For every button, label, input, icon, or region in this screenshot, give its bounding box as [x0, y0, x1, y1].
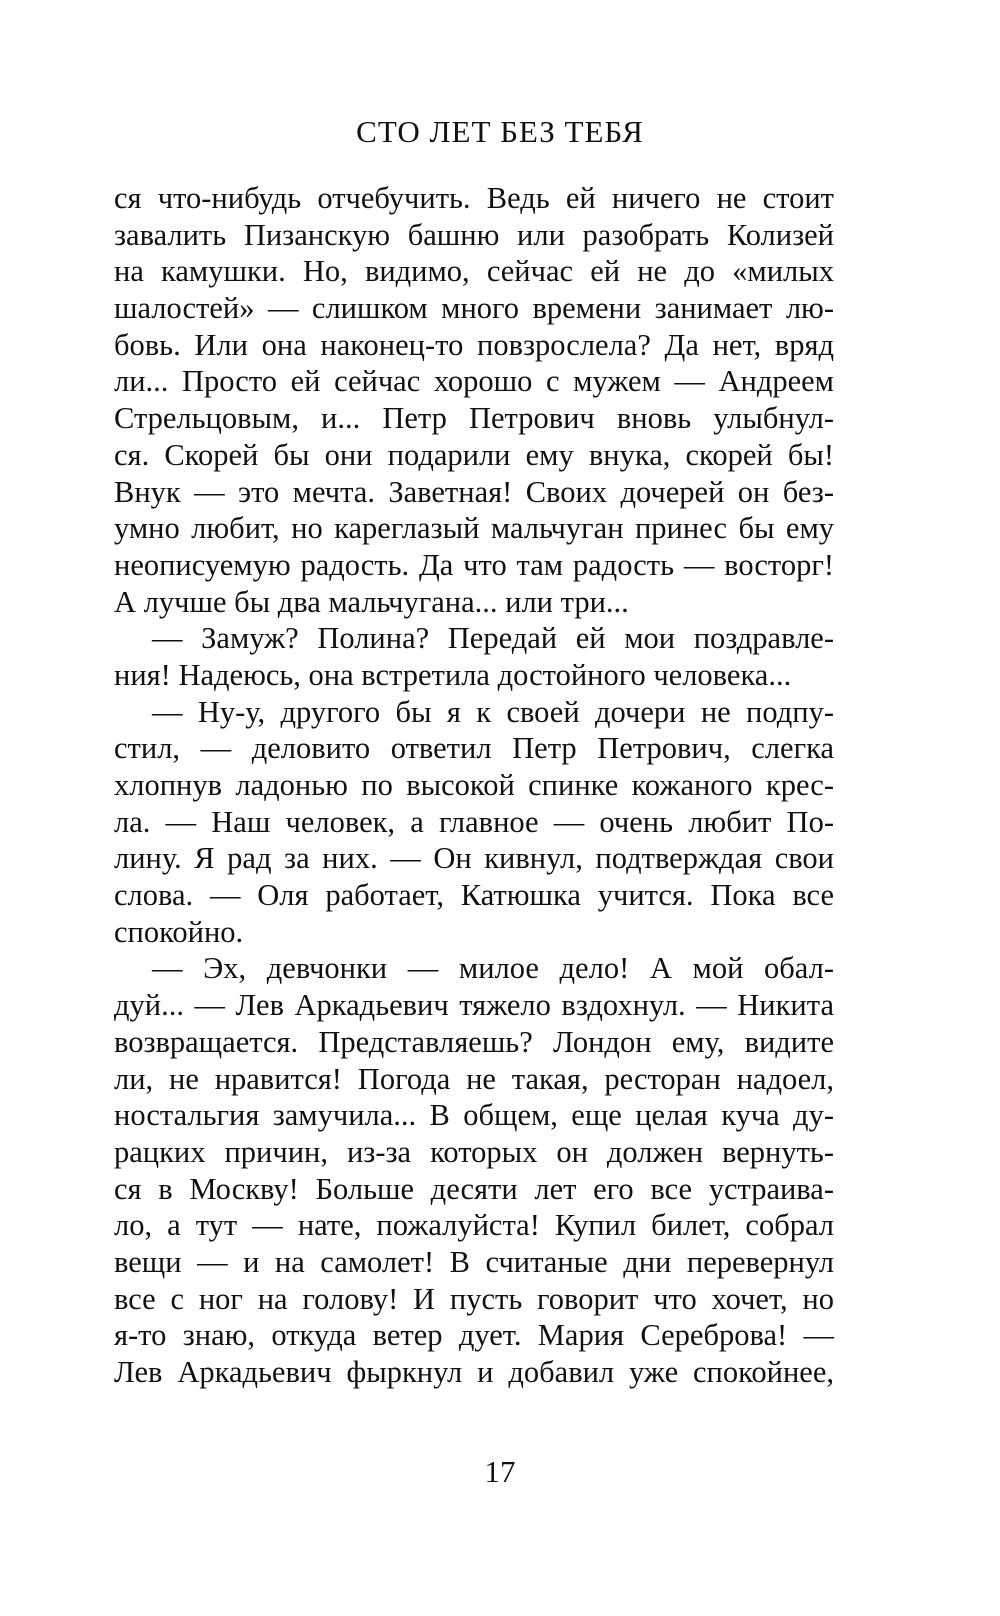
text-line: ния! Надеюсь, она встретила достойного человека...: [114, 657, 792, 692]
text-line: ностальгия замучила... В общем, еще целая куча ду-: [114, 1098, 834, 1133]
text-line: слова. — Оля работает, Катюшка учится. Пока все: [114, 878, 834, 913]
text-line: ся. Скорей бы они подарили ему внука, скорей бы!: [114, 437, 834, 472]
text-line: возвращается. Представляешь? Лондон ему, видите: [114, 1024, 834, 1059]
text-line: хлопнув ладонью по высокой спинке кожаного крес-: [114, 768, 834, 802]
text-line: все с ног на голову! И пусть говорит что хочет, но: [114, 1281, 834, 1316]
text-line: спокойно.: [114, 914, 244, 949]
text-line: Стрельцовым, и... Петр Петрович вновь улыбнул-: [114, 401, 834, 436]
text-line: дуй... — Лев Аркадьевич тяжело вздохнул. — Никита: [114, 988, 834, 1023]
text-line: шалостей» — слишком много времени занимает лю-: [114, 291, 834, 326]
text-line: рацких причин, из-за которых он должен вернуть-: [114, 1134, 834, 1169]
running-head: СТО ЛЕТ БЕЗ ТЕБЯ: [356, 114, 644, 149]
text-line: я-то знаю, откуда ветер дует. Мария Сереброва! —: [114, 1318, 834, 1353]
dialogue-line: — Эх, девчонки — милое дело! А мой обал-: [152, 951, 834, 986]
text-line: ся что-нибудь отчебучить. Ведь ей ничего не стоит: [114, 181, 834, 215]
text-line: Лев Аркадьевич фыркнул и добавил уже спокойнее,: [114, 1355, 834, 1389]
text-line: ли... Просто ей сейчас хорошо с мужем — Андреем: [114, 364, 834, 399]
dialogue-line: — Ну-у, другого бы я к своей дочери не подпу-: [152, 694, 834, 729]
text-line: бовь. Или она наконец-то повзрослела? Да нет, вряд: [114, 327, 834, 362]
text-line: ся в Москву! Больше десяти лет его все устраива-: [114, 1171, 834, 1206]
text-line: неописуемую радость. Да что там радость — восторг!: [114, 547, 834, 582]
text-line: лину. Я рад за них. — Он кивнул, подтверждая свои: [114, 841, 834, 876]
dialogue-line: — Замуж? Полина? Передай ей мои поздравле-: [152, 621, 834, 656]
text-line: А лучше бы два мальчугана... или три...: [114, 584, 629, 619]
text-line: ли, не нравится! Погода не такая, ресторан надоел,: [114, 1061, 834, 1096]
text-line: на камушки. Но, видимо, сейчас ей не до «милых: [114, 254, 834, 289]
text-line: ло, а тут — нате, пожалуйста! Купил билет, собрал: [114, 1208, 834, 1243]
text-line: ла. — Наш человек, а главное — очень любит По-: [114, 804, 834, 839]
text-line: Внук — это мечта. Заветная! Своих дочерей он без-: [114, 474, 834, 509]
body-text: [114, 180, 834, 1391]
text-line: стил, — деловито ответил Петр Петрович, слегка: [114, 731, 834, 766]
text-line: вещи — и на самолет! В считаные дни перевернул: [114, 1244, 834, 1279]
text-line: завалить Пизанскую башню или разобрать Колизей: [114, 217, 834, 252]
page-number: 17: [484, 1454, 516, 1489]
text-line: умно любит, но кареглазый мальчуган принес бы ему: [114, 511, 834, 546]
